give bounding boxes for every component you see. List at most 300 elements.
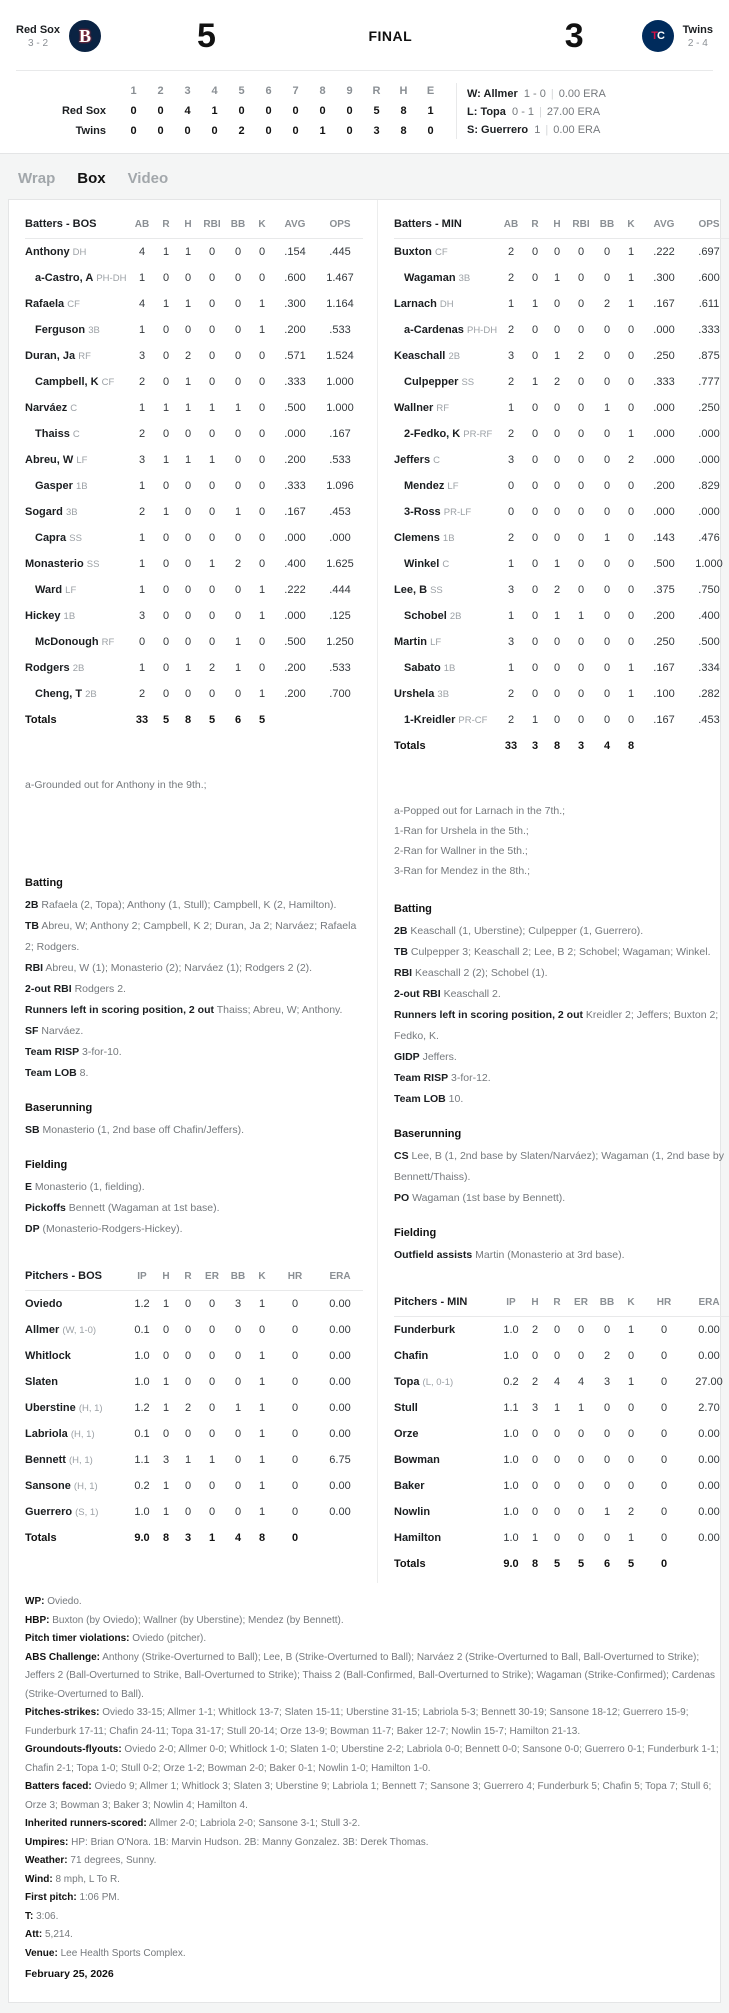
- player-name[interactable]: Martin: [394, 636, 427, 648]
- batter-stat: 1.000: [695, 558, 723, 570]
- player-name[interactable]: Wagaman: [404, 272, 456, 284]
- linescore-cell: 1: [319, 125, 326, 137]
- batter-stat: 0: [208, 324, 216, 336]
- player-name[interactable]: Bowman: [394, 1454, 440, 1466]
- player-name[interactable]: Monasterio: [25, 558, 84, 570]
- pitcher-row: [394, 1421, 729, 1447]
- batter-stat: 0: [531, 688, 539, 700]
- linescore-cell: 0: [292, 125, 299, 137]
- batter-stat: 0: [531, 246, 539, 258]
- batter-row: [394, 369, 729, 395]
- batter-stat: 0: [184, 428, 192, 440]
- player-name[interactable]: Ferguson: [35, 324, 86, 336]
- pitcher-stat: 0: [291, 1376, 299, 1388]
- player-name[interactable]: Clemens: [394, 532, 440, 544]
- pitcher-stat: 0: [577, 1480, 585, 1492]
- batter-stat: .143: [653, 532, 675, 544]
- batters-bos-table: [25, 214, 363, 733]
- player-name[interactable]: Winkel: [404, 558, 440, 570]
- batter-stat: 0: [162, 610, 170, 622]
- min-info-sections: [394, 903, 729, 1266]
- home-team-block: [642, 20, 713, 52]
- player-name[interactable]: Jeffers: [394, 454, 431, 466]
- batter-stat: 0: [234, 610, 242, 622]
- batter-stat: 0: [531, 454, 539, 466]
- player-name[interactable]: Culpepper: [404, 376, 459, 388]
- pitcher-stat: 0: [208, 1350, 216, 1362]
- player-position: RF: [78, 351, 91, 362]
- batter-row: [25, 551, 363, 577]
- player-name[interactable]: Oviedo: [25, 1298, 63, 1310]
- batter-stat: 0: [184, 272, 192, 284]
- linescore-header-cell: 9: [346, 85, 353, 97]
- batter-stat: 1: [553, 350, 561, 362]
- batter-stat: .777: [698, 376, 720, 388]
- away-score: 5: [197, 16, 216, 55]
- pitcher-total-stat: 3: [184, 1532, 192, 1544]
- batter-stat: 0: [234, 532, 242, 544]
- batter-stat: .533: [329, 454, 351, 466]
- pitcher-row: [25, 1473, 363, 1499]
- footer-info-line: Venue: Lee Health Sports Complex.: [25, 1947, 186, 1959]
- batter-stat: 0: [603, 246, 611, 258]
- pitcher-stat: 0.2: [503, 1376, 519, 1388]
- pitcher-totals-row: [25, 1525, 363, 1551]
- pitcher-stat: 1.0: [503, 1324, 519, 1336]
- batter-stat: 0: [208, 480, 216, 492]
- batter-stat: 0: [577, 428, 585, 440]
- batter-stat: 0: [603, 584, 611, 596]
- pitcher-stat: 0: [208, 1428, 216, 1440]
- player-name[interactable]: 3-Ross: [404, 506, 441, 518]
- batter-row: [394, 265, 729, 291]
- info-section-title: Batting: [25, 877, 63, 889]
- footer-info-line: Wind: 8 mph, L To R.: [25, 1873, 120, 1885]
- pitcher-header-row: [25, 1266, 363, 1291]
- pitcher-stat: 0: [553, 1506, 561, 1518]
- pitcher-row: [25, 1291, 363, 1318]
- pitcher-col-header: HR: [273, 1266, 317, 1291]
- pitcher-decision-line: W: Allmer 1 - 0 | 0.00 ERA: [467, 88, 606, 100]
- batter-total-stat: 8: [184, 714, 192, 726]
- player-name[interactable]: Abreu, W: [25, 454, 74, 466]
- player-name[interactable]: Stull: [394, 1402, 418, 1414]
- player-position: LF: [65, 585, 77, 596]
- tab-wrap[interactable]: Wrap: [18, 170, 56, 187]
- player-name[interactable]: Wallner: [394, 402, 434, 414]
- footer-info-line: WP: Oviedo.: [25, 1596, 82, 1607]
- batter-stat: 2: [603, 298, 611, 310]
- batter-stat: 3: [138, 350, 146, 362]
- player-position: LF: [76, 455, 88, 466]
- linescore-header-cell: 3: [184, 85, 191, 97]
- batter-stat: 2: [138, 428, 146, 440]
- batter-stat: 0: [603, 428, 611, 440]
- pitcher-stat: 1.0: [503, 1480, 519, 1492]
- batter-stat: 2: [507, 376, 515, 388]
- player-name[interactable]: McDonough: [35, 636, 99, 648]
- player-name[interactable]: Mendez: [404, 480, 445, 492]
- pitcher-row: [394, 1343, 729, 1369]
- batter-stat: 1: [162, 298, 170, 310]
- pitcher-stat: 0.00: [698, 1532, 720, 1544]
- player-name[interactable]: Anthony: [25, 246, 70, 258]
- player-name[interactable]: Orze: [394, 1428, 419, 1440]
- player-name[interactable]: a-Castro, A: [35, 272, 94, 284]
- player-name[interactable]: Lee, B: [394, 584, 428, 596]
- player-name[interactable]: Nowlin: [394, 1506, 431, 1518]
- footer-info-line: Inherited runners-scored: Allmer 2-0; Labriola 2-0; Sansone 3-1; Stull 3-2.: [25, 1818, 361, 1829]
- batter-stat: 0: [603, 480, 611, 492]
- player-name[interactable]: Funderburk: [394, 1324, 456, 1336]
- linescore-cell: 0: [130, 105, 137, 117]
- substitution-note: 2-Ran for Wallner in the 5th.;: [394, 845, 528, 857]
- batter-stat: 0: [234, 272, 242, 284]
- pitcher-stat: 1: [258, 1506, 266, 1518]
- batter-stat: 0: [603, 506, 611, 518]
- player-name[interactable]: Uberstine: [25, 1402, 76, 1414]
- batter-stat: 2: [553, 376, 561, 388]
- batter-stat: 0: [258, 636, 266, 648]
- batter-table-title: Batters - MIN: [394, 214, 498, 239]
- player-name[interactable]: Narváez: [25, 402, 68, 414]
- pitcher-stat: 1: [234, 1402, 242, 1414]
- pitcher-stat: 1: [184, 1454, 192, 1466]
- player-name[interactable]: Bennett: [25, 1454, 66, 1466]
- linescore-table: [16, 81, 444, 141]
- totals-label: Totals: [394, 1558, 426, 1570]
- batter-stat: 0: [162, 636, 170, 648]
- linescore-cell: 0: [265, 105, 272, 117]
- player-name[interactable]: Whitlock: [25, 1350, 71, 1362]
- batter-col-header: OPS: [317, 214, 363, 239]
- batter-stat: 1: [138, 662, 146, 674]
- batter-stat: 1: [258, 584, 266, 596]
- batter-stat: 1: [184, 298, 192, 310]
- linescore-header-cell: 4: [211, 85, 218, 97]
- player-position: RF: [436, 403, 450, 414]
- pitcher-row: [394, 1499, 729, 1525]
- pitcher-stat: 1: [162, 1402, 170, 1414]
- player-name[interactable]: Slaten: [25, 1376, 59, 1388]
- info-section-title: Batting: [394, 903, 432, 915]
- pitcher-stat: 0: [660, 1428, 668, 1440]
- batter-stat: .500: [284, 402, 306, 414]
- pitcher-stat: 2: [603, 1350, 611, 1362]
- batter-stat: 4: [138, 298, 146, 310]
- game-date: February 25, 2026: [25, 1968, 114, 1980]
- pitcher-col-header: R: [546, 1292, 568, 1317]
- pitcher-stat: 1.2: [134, 1402, 150, 1414]
- batter-stat: 1: [627, 272, 635, 284]
- player-name[interactable]: Capra: [35, 532, 67, 544]
- pitcher-stat: 0: [258, 1324, 266, 1336]
- linescore-vertical-divider: [456, 83, 457, 139]
- player-name[interactable]: Rafaela: [25, 298, 65, 310]
- pitcher-stat: 0: [208, 1376, 216, 1388]
- player-name[interactable]: Sansone: [25, 1480, 71, 1492]
- batter-stat: 2: [507, 272, 515, 284]
- batter-table-title: Batters - BOS: [25, 214, 129, 239]
- pitcher-stat: 0: [660, 1324, 668, 1336]
- tab-box[interactable]: Box: [77, 170, 106, 187]
- batter-stat: 1.096: [326, 480, 354, 492]
- pitcher-stat: 3: [162, 1454, 170, 1466]
- batter-stat: 0: [577, 636, 585, 648]
- player-name[interactable]: Buxton: [394, 246, 432, 258]
- pitcher-stat: 0: [208, 1324, 216, 1336]
- player-name[interactable]: Hickey: [25, 610, 61, 622]
- pitcher-header-row: [394, 1292, 729, 1317]
- pitcher-stat: 0: [577, 1454, 585, 1466]
- pitchers-min-table: [394, 1292, 729, 1577]
- pitcher-total-stat: 0: [291, 1532, 299, 1544]
- batter-stat: 1: [184, 376, 192, 388]
- pitcher-stat: 0: [531, 1454, 539, 1466]
- batter-stat: .100: [653, 688, 675, 700]
- player-name[interactable]: Allmer: [25, 1324, 60, 1336]
- pitcher-col-header: ERA: [317, 1266, 363, 1291]
- batter-stat: .333: [653, 376, 675, 388]
- player-position: C: [72, 429, 80, 440]
- pitcher-stat: 0.00: [698, 1350, 720, 1362]
- batter-stat: 0: [208, 350, 216, 362]
- pitcher-stat: 2: [531, 1376, 539, 1388]
- batter-stat: 0: [208, 298, 216, 310]
- pitcher-stat: 0: [234, 1428, 242, 1440]
- pitcher-stat: 0: [291, 1324, 299, 1336]
- pitcher-stat: 0: [603, 1480, 611, 1492]
- pitcher-stat: 0: [603, 1324, 611, 1336]
- batter-stat: 1: [184, 662, 192, 674]
- player-name[interactable]: Larnach: [394, 298, 437, 310]
- batter-stat: .875: [698, 350, 720, 362]
- batter-stat: 1: [507, 610, 515, 622]
- batter-stat: 3: [138, 610, 146, 622]
- batter-stat: 0: [258, 532, 266, 544]
- pitcher-stat: 1: [258, 1428, 266, 1440]
- player-name[interactable]: Duran, Ja: [25, 350, 76, 362]
- tab-video[interactable]: Video: [127, 170, 169, 187]
- batter-stat: 0: [162, 480, 170, 492]
- batter-col-header: BB: [594, 214, 620, 239]
- batter-row: [394, 707, 729, 733]
- batter-stat: 0: [258, 350, 266, 362]
- pitcher-stat: 0: [627, 1480, 635, 1492]
- batter-col-header: R: [155, 214, 177, 239]
- player-position: C: [70, 403, 78, 414]
- batter-stat: 3: [138, 454, 146, 466]
- bos-notes: [25, 775, 363, 859]
- pitcher-total-stat: 9.0: [503, 1558, 519, 1570]
- batter-stat: 0: [531, 584, 539, 596]
- player-name[interactable]: Sabato: [404, 662, 441, 674]
- batter-stat: .000: [329, 532, 351, 544]
- player-name[interactable]: Gasper: [35, 480, 73, 492]
- batter-stat: .000: [284, 610, 306, 622]
- player-name[interactable]: Campbell, K: [35, 376, 99, 388]
- batter-stat: 1: [603, 532, 611, 544]
- pitcher-stat: 0: [577, 1532, 585, 1544]
- pitcher-stat: 0: [603, 1532, 611, 1544]
- player-name[interactable]: a-Cardenas: [404, 324, 464, 336]
- batter-header-row: [394, 214, 729, 239]
- pitcher-stat: 1.0: [503, 1454, 519, 1466]
- pitcher-stat: 1: [531, 1532, 539, 1544]
- batter-stat: 0: [553, 298, 561, 310]
- info-stat-line: Team LOB 8.: [25, 1067, 89, 1079]
- batter-stat: .500: [698, 636, 720, 648]
- batter-stat: 0: [208, 584, 216, 596]
- batter-stat: .167: [653, 714, 675, 726]
- batter-stat: 0: [603, 610, 611, 622]
- pitcher-stat: 0: [531, 1506, 539, 1518]
- batter-stat: 0: [553, 246, 561, 258]
- pitcher-stat: 0: [162, 1428, 170, 1440]
- batter-row: [25, 681, 363, 707]
- batter-stat: 0: [258, 428, 266, 440]
- batter-stat: 1: [553, 558, 561, 570]
- player-position: 3B: [437, 689, 450, 700]
- batter-stat: .453: [329, 506, 351, 518]
- batter-stat: .000: [698, 454, 720, 466]
- batter-stat: 0: [208, 506, 216, 518]
- pitcher-row: [394, 1395, 729, 1421]
- batter-stat: 0: [603, 350, 611, 362]
- pitcher-stat: 0: [184, 1298, 192, 1310]
- batter-col-header: K: [620, 214, 642, 239]
- pitcher-stat: 0: [553, 1532, 561, 1544]
- batter-col-header: K: [251, 214, 273, 239]
- batter-stat: .167: [653, 662, 675, 674]
- pitcher-stat: 0: [291, 1402, 299, 1414]
- batter-stat: 0: [553, 636, 561, 648]
- pitcher-col-header: R: [177, 1266, 199, 1291]
- pitcher-stat: 1: [577, 1402, 585, 1414]
- batter-stat: .829: [698, 480, 720, 492]
- player-name[interactable]: Labriola: [25, 1428, 68, 1440]
- batter-stat: 1: [577, 610, 585, 622]
- pitcher-total-stat: [686, 1551, 729, 1577]
- batter-row: [394, 239, 729, 266]
- pitcher-row: [25, 1447, 363, 1473]
- batter-stat: .453: [698, 714, 720, 726]
- player-position: PH-DH: [466, 325, 498, 336]
- pitcher-total-stat: 5: [553, 1558, 561, 1570]
- pitcher-stat: 0: [660, 1480, 668, 1492]
- info-stat-line: 2-out RBI Rodgers 2.: [25, 983, 126, 995]
- player-position: LF: [430, 637, 442, 648]
- player-name[interactable]: Keaschall: [394, 350, 446, 362]
- batter-total-stat: 3: [577, 740, 585, 752]
- home-team-record: 2 - 4: [687, 37, 708, 49]
- batter-stat: 0: [531, 480, 539, 492]
- batter-stat: .167: [329, 428, 351, 440]
- batter-stat: 1.164: [326, 298, 354, 310]
- pitcher-stat: 0: [660, 1454, 668, 1466]
- batter-stat: 0: [208, 246, 216, 258]
- player-name[interactable]: Ward: [35, 584, 63, 596]
- batter-row: [25, 317, 363, 343]
- player-name[interactable]: Chafin: [394, 1350, 429, 1362]
- batter-stat: .200: [653, 480, 675, 492]
- pitcher-stat: 1: [627, 1324, 635, 1336]
- batter-stat: 1.000: [326, 376, 354, 388]
- player-name[interactable]: Cheng, T: [35, 688, 83, 700]
- batter-stat: 0: [531, 636, 539, 648]
- batter-total-stat: [642, 733, 686, 759]
- pitcher-stat: 0: [184, 1376, 192, 1388]
- linescore-cell: 0: [292, 105, 299, 117]
- batter-row: [25, 343, 363, 369]
- batter-stat: 0: [553, 662, 561, 674]
- player-name[interactable]: Guerrero: [25, 1506, 73, 1518]
- batter-stat: 0: [234, 298, 242, 310]
- info-stat-line: TB Culpepper 3; Keaschall 2; Lee, B 2; Schobel; Wagaman; Winkel.: [394, 946, 711, 958]
- player-name[interactable]: 1-Kreidler: [404, 714, 456, 726]
- pitcher-col-header: IP: [498, 1292, 524, 1317]
- player-position: SS: [86, 559, 100, 570]
- info-section-title: Baserunning: [25, 1102, 93, 1114]
- batter-stat: 0: [208, 376, 216, 388]
- pitcher-stat: 4: [553, 1376, 561, 1388]
- pitcher-stat: 1.0: [503, 1350, 519, 1362]
- player-name[interactable]: Schobel: [404, 610, 447, 622]
- player-name[interactable]: Hamilton: [394, 1532, 442, 1544]
- batter-stat: 0: [531, 350, 539, 362]
- batter-total-stat: 5: [258, 714, 266, 726]
- batter-stat: 0: [553, 428, 561, 440]
- pitcher-stat: 0: [577, 1428, 585, 1440]
- player-name[interactable]: 2-Fedko, K: [404, 428, 461, 440]
- info-stat-line: 2B Keaschall (1, Uberstine); Culpepper (1, Guerrero).: [394, 925, 644, 937]
- player-name[interactable]: Sogard: [25, 506, 63, 518]
- batter-stat: 1: [258, 688, 266, 700]
- pitcher-stat: 0: [660, 1532, 668, 1544]
- batter-stat: 1: [258, 324, 266, 336]
- batter-row: [25, 603, 363, 629]
- pitcher-stat: 1.0: [134, 1350, 150, 1362]
- player-name[interactable]: Urshela: [394, 688, 435, 700]
- batter-col-header: AB: [129, 214, 155, 239]
- pitcher-stat: 0: [577, 1324, 585, 1336]
- info-stat-line: E Monasterio (1, fielding).: [25, 1181, 145, 1193]
- batter-stat: 0: [553, 714, 561, 726]
- batter-stat: 1.625: [326, 558, 354, 570]
- batter-stat: .000: [653, 428, 675, 440]
- info-stat-line: PO Wagaman (1st base by Bennett).: [394, 1192, 566, 1204]
- footer-info-line: T: 3:06.: [25, 1910, 59, 1922]
- batter-stat: .000: [698, 428, 720, 440]
- batter-stat: 2: [234, 558, 242, 570]
- linescore-team-name: Twins: [75, 125, 106, 137]
- pitcher-stat: 0.00: [329, 1402, 351, 1414]
- batter-row: [25, 239, 363, 266]
- player-position: PH-DH: [96, 273, 127, 284]
- batter-stat: .533: [329, 662, 351, 674]
- player-name[interactable]: Thaiss: [35, 428, 70, 440]
- batter-stat: 0: [603, 376, 611, 388]
- batter-stat: 1: [162, 402, 170, 414]
- linescore-header-cell: E: [426, 85, 435, 97]
- pitcher-stat: 0: [603, 1428, 611, 1440]
- pitcher-stat: 1: [162, 1506, 170, 1518]
- info-stat-line: TB Abreu, W; Anthony 2; Campbell, K 2; Duran, Ja 2; Narváez; Rafaela 2; Rodgers.: [25, 920, 357, 953]
- player-name[interactable]: Topa: [394, 1376, 420, 1388]
- player-name[interactable]: Baker: [394, 1480, 425, 1492]
- batter-stat: 0: [577, 688, 585, 700]
- player-name[interactable]: Rodgers: [25, 662, 70, 674]
